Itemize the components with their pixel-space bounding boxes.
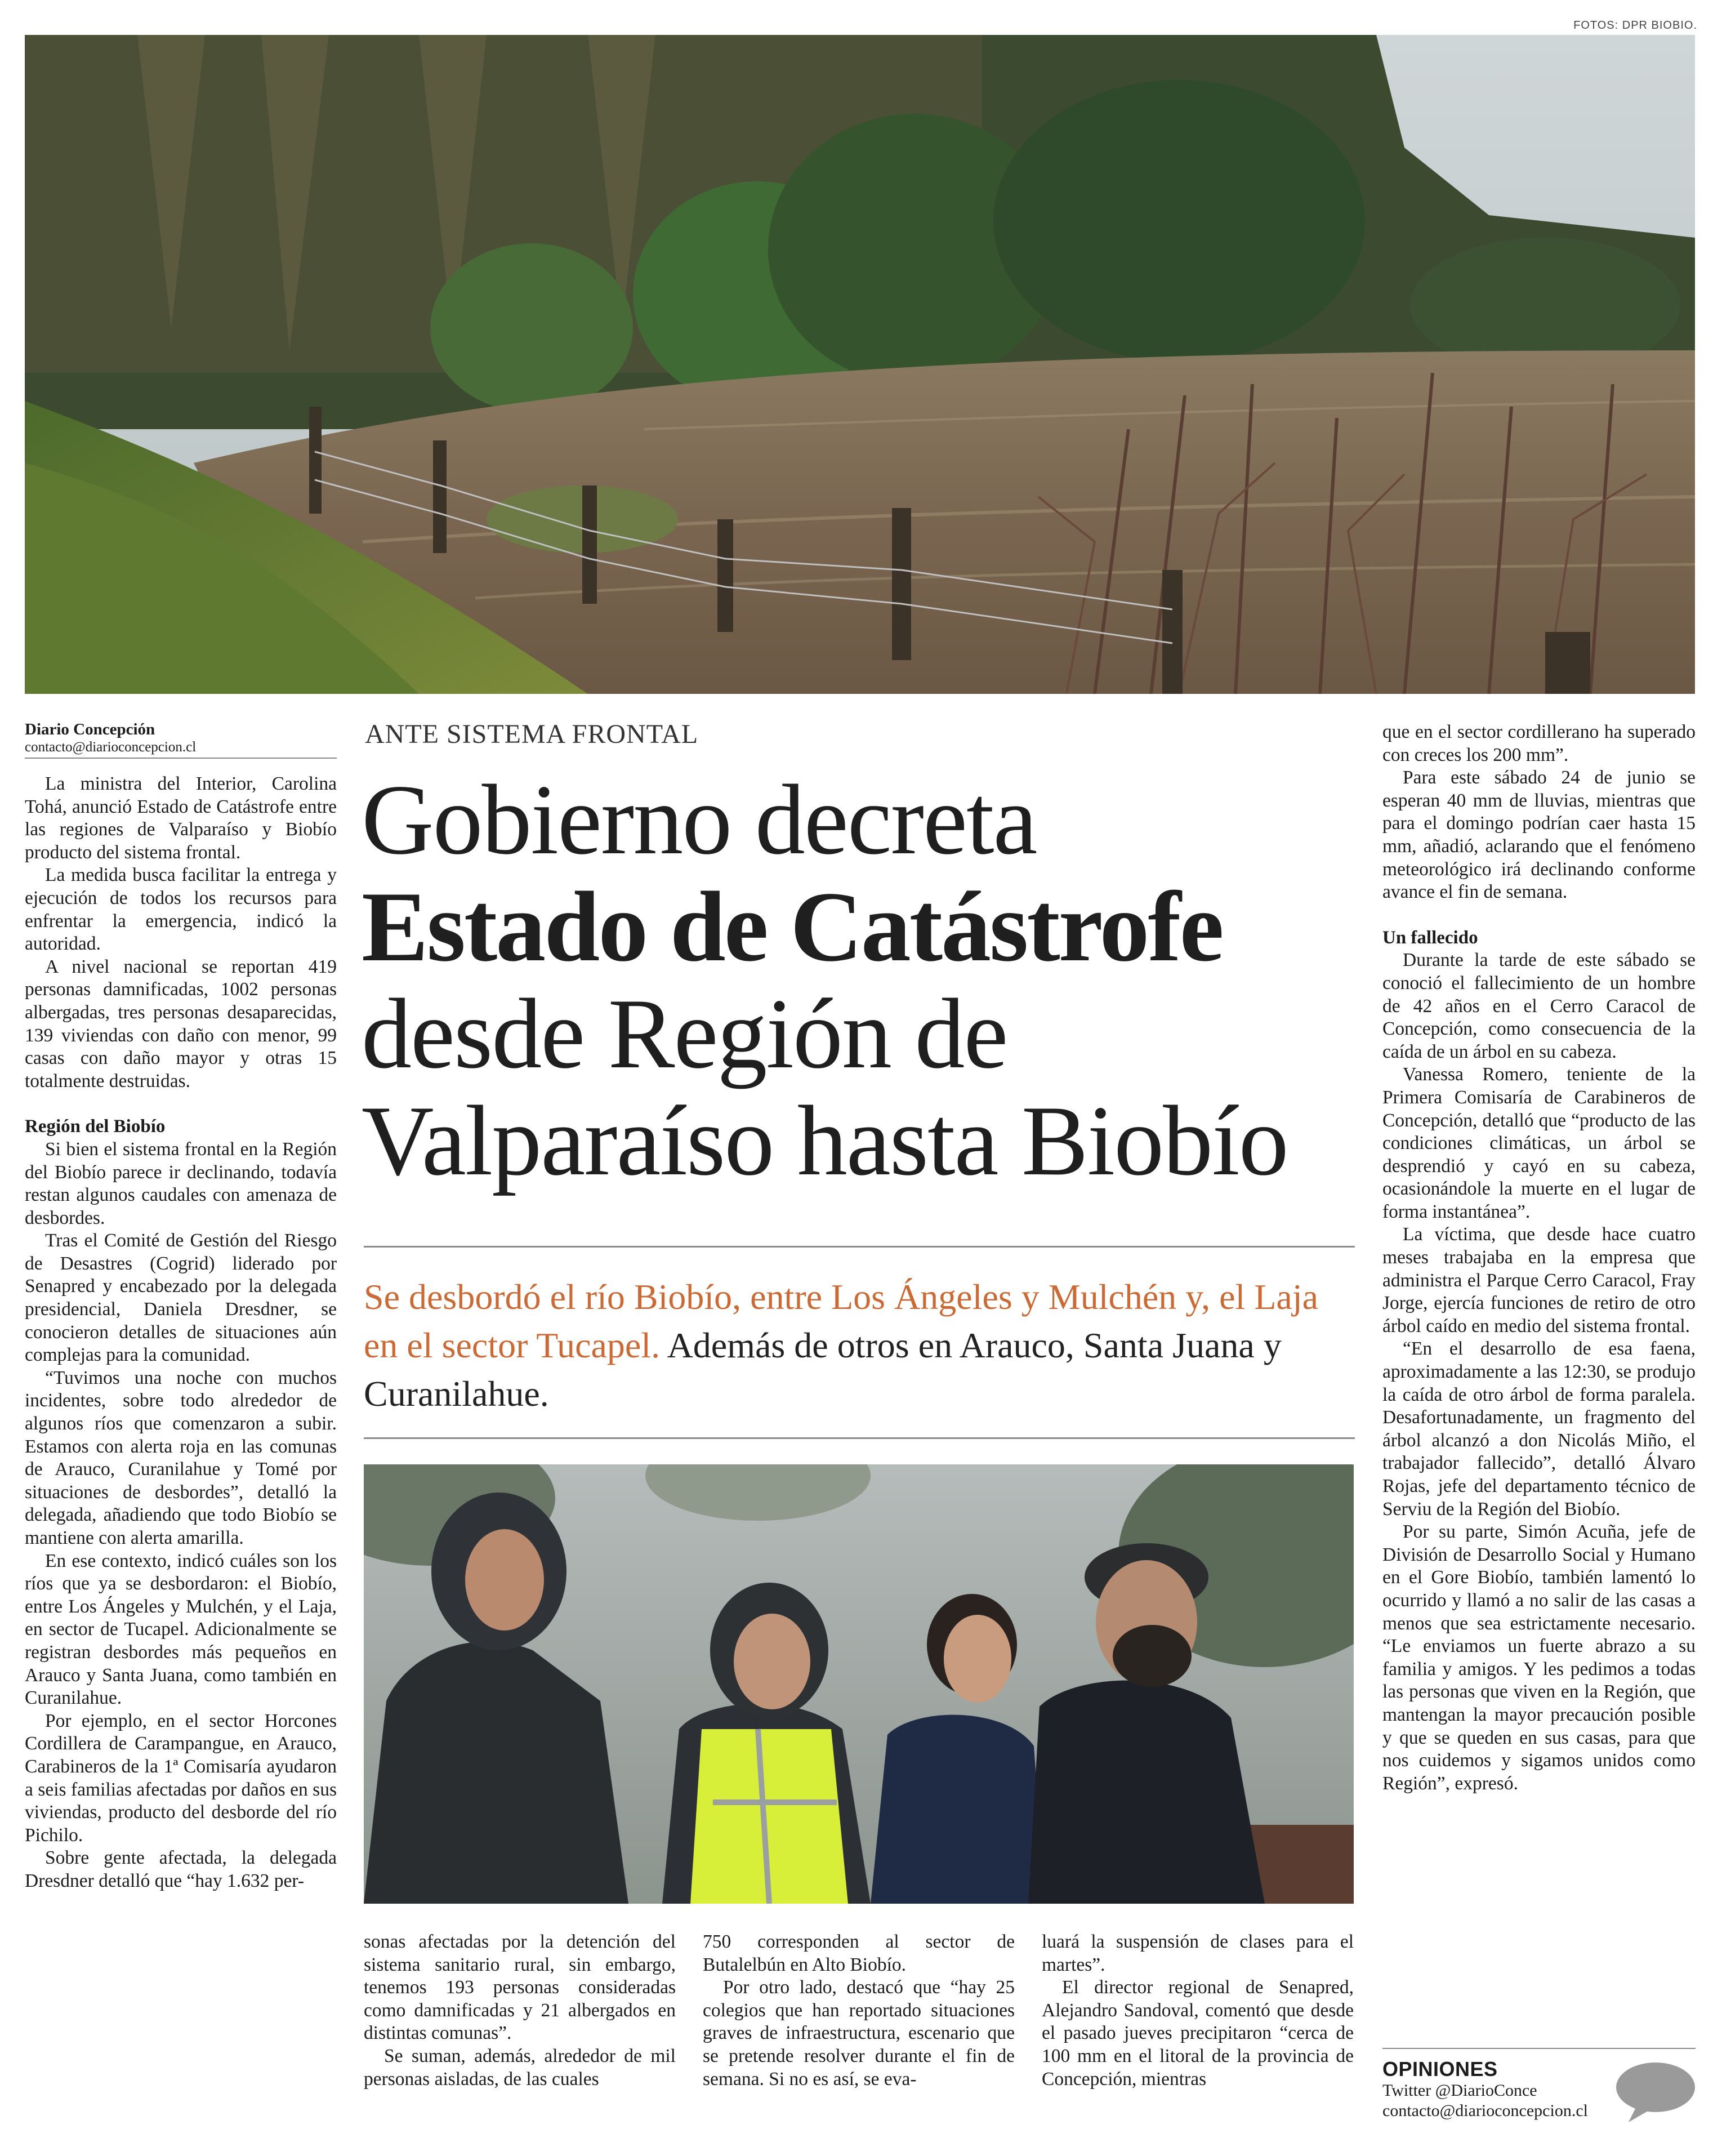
paragraph: Sobre gente afectada, la delegada Dresdner detalló que “hay 1.632 per- <box>25 1847 337 1891</box>
paragraph: Por ejemplo, en el sector Horcones Cordillera de Carampangue, en Arauco, Carabineros de la 1ª Comisaría ayudaron a seis familias afectadas por daños en sus viviendas, producto del desborde del río Pichilo. <box>25 1710 337 1846</box>
headline-line-3: desde Región de <box>362 978 1007 1089</box>
paragraph: “Tuvimos una noche con muchos incidentes, sobre todo alrededor de algunos ríos que comenzaron a subir. Estamos con alerta roja en las comunas de Arauco, Curanilahue y Tomé por situaciones de desbordes”, detalló la delegada, añadiendo que todo Biobío se mantiene con alerta amarilla. <box>25 1367 337 1548</box>
officials-photo <box>364 1464 1354 1904</box>
opiniones-rule <box>1382 2048 1696 2049</box>
paragraph: Se suman, además, alrededor de mil personas aisladas, de las cuales <box>364 2045 676 2090</box>
paragraph: Por otro lado, destacó que “hay 25 colegios que han reportado situaciones graves de infraestructura, escenario que se pretende resolver durante el fin de semana. Si no es así, se eva- <box>703 1977 1015 2090</box>
paragraph: En ese contexto, indicó cuáles son los ríos que ya se desbordaron: el Biobío, entre Los Ángeles y Mulchén, y el Laja, en sector de Tucapel. Adicionalmente se registran desbordes más pequeños en Arauco y Santa Juana, como también en Curanilahue. <box>25 1550 337 1709</box>
paragraph: que en el sector cordillerano ha superado con creces los 200 mm”. <box>1382 721 1696 765</box>
paragraph: Si bien el sistema frontal en la Región del Biobío parece ir declinando, todavía restan algunos caudales con amenaza de desbordes. <box>25 1138 337 1228</box>
byline-rule <box>25 758 337 759</box>
speech-bubble-icon <box>1615 2061 1696 2123</box>
deck-rule-bottom <box>364 1437 1355 1439</box>
byline-email[interactable]: contacto@diarioconcepcion.cl <box>25 740 197 755</box>
kicker: ANTE SISTEMA FRONTAL <box>365 719 699 749</box>
deck <box>364 1273 1355 1418</box>
paragraph: Por su parte, Simón Acuña, jefe de División de Desarrollo Social y Humano en el Gore Biobío, también lamentó lo ocurrido y llamó a no salir de las casas a menos que sea estrictamente necesario. “Le enviamos un fuerte abrazo a su familia y amigos. Y les pedimos a todas las personas que viven en la Región, que mantengan la mayor precaución posible y que se queden en sus casas, para que nos cuidemos y sigamos unidos como Región”, expresó. <box>1382 1521 1696 1794</box>
deck-rule-top <box>364 1246 1355 1248</box>
paragraph: La medida busca facilitar la entrega y ejecución de todos los recursos para enfrentar la emergencia, indicó la autoridad. <box>25 865 337 955</box>
headline-line-4: Valparaíso hasta Biobío <box>362 1085 1288 1196</box>
flood-river-photo <box>25 35 1695 694</box>
paragraph: Vanessa Romero, teniente de la Primera Comisaría de Carabineros de Concepción, detalló que “producto de las condiciones climáticas, un árbol se desprendió y cayó en su cabeza, ocasionándole la muerte en el lugar de forma instantánea”. <box>1382 1064 1696 1222</box>
paragraph: sonas afectadas por la detención del sistema sanitario rural, sin embargo, tenemos 193 personas consideradas como damnificadas y 21 albergados en distintas comunas”. <box>364 1931 676 2044</box>
article-column-5 <box>1382 721 1696 1795</box>
opiniones-twitter[interactable]: Twitter @DiarioConce <box>1382 2081 1537 2100</box>
paragraph: A nivel nacional se reportan 419 personas damnificadas, 1002 personas albergadas, tres personas desaparecidas, 139 viviendas con daño con menor, 99 casas con daño mayor y otras 15 totalmente destruidas. <box>25 956 337 1092</box>
paragraph: “En el desarrollo de esa faena, aproximadamente a las 12:30, se produjo la caída de otro árbol de forma paralela. Desafortunadamente, un fragmento del árbol alcanzó a don Nicolás Miño, el trabajador fallecido”, detalló Álvaro Rojas, jefe del departamento técnico de Serviu de la Región del Biobío. <box>1382 1338 1696 1520</box>
paragraph: El director regional de Senapred, Alejandro Sandoval, comentó que desde el pasado jueves precipitaron “cerca de 100 mm en el litoral de la provincia de Concepción, mientras <box>1042 1977 1354 2090</box>
paragraph: La víctima, que desde hace cuatro meses trabajaba en la empresa que administra el Parque Cerro Caracol, Fray Jorge, ejercía funciones de retiro de otro árbol caído en medio del sistema frontal. <box>1382 1224 1696 1337</box>
headline-line-1: Gobierno decreta <box>362 764 1037 875</box>
paragraph: luará la suspensión de clases para el martes”. <box>1042 1931 1354 1975</box>
paragraph: Para este sábado 24 de junio se esperan 40 mm de lluvias, mientras que para el domingo podrían caer hasta 15 mm, añadió, aclarando que el fenómeno meteorológico irá declinando conforme avance el fin de semana. <box>1382 767 1696 903</box>
paragraph: 750 corresponden al sector de Butalelbún en Alto Biobío. <box>703 1931 1015 1975</box>
opiniones-email[interactable]: contacto@diarioconcepcion.cl <box>1382 2101 1588 2120</box>
headline <box>362 766 1364 1194</box>
article-column-3 <box>703 1931 1015 2091</box>
paragraph: La ministra del Interior, Carolina Tohá, anunció Estado de Catástrofe entre las regiones de Valparaíso y Biobío producto del sistema frontal. <box>25 773 337 863</box>
article-column-1 <box>25 773 337 1893</box>
opiniones-box <box>1382 2058 1588 2121</box>
subheading-un-fallecido: Un fallecido <box>1382 927 1478 948</box>
photo-credit: FOTOS: DPR BIOBIO. <box>1573 19 1697 32</box>
article-column-4 <box>1042 1931 1354 2091</box>
byline-author: Diario Concepción <box>25 720 155 738</box>
deck-highlight: Se desbordó el río Biobío, entre Los Ángeles y Mulchén y, el Laja en el sector Tucapel. <box>364 1277 1318 1365</box>
article-column-2 <box>364 1931 676 2091</box>
subheading-region-biobio: Región del Biobío <box>25 1116 166 1137</box>
paragraph: Tras el Comité de Gestión del Riesgo de Desastres (Cogrid) liderado por Senapred y encabezado por la delegada presidencial, Daniela Dresdner, se conocieron detalles de situaciones aún complejas para la comunidad. <box>25 1230 337 1366</box>
headline-line-2: Estado de Catástrofe <box>362 871 1223 982</box>
opiniones-title: OPINIONES <box>1382 2057 1498 2081</box>
byline <box>25 720 337 756</box>
deck-rest: Además de otros en Arauco, Santa Juana y Curanilahue. <box>364 1325 1282 1414</box>
paragraph: Durante la tarde de este sábado se conoció el fallecimiento de un hombre de 42 años en el Cerro Caracol de Concepción, como consecuencia de la caída de un árbol en su cabeza. <box>1382 950 1696 1062</box>
